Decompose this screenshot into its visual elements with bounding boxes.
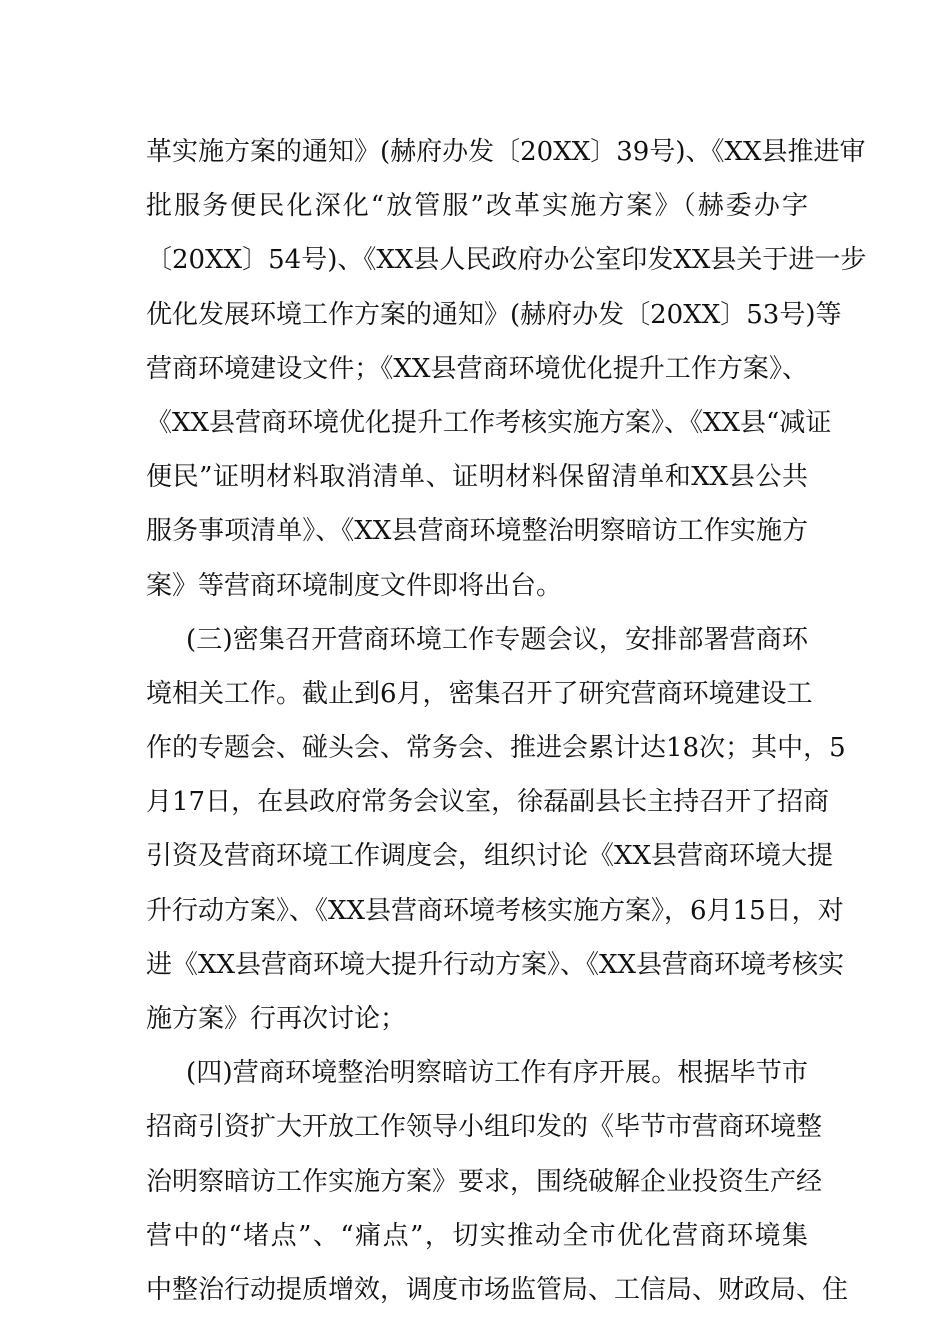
text-line: 服务事项清单》、《XX县营商环境整治明察暗访工作实施方	[146, 516, 808, 547]
text-line: 施方案》行再次讨论；	[146, 1004, 407, 1034]
text-line: 招商引资扩大开放工作领导小组印发的《毕节市营商环境整	[146, 1112, 823, 1143]
text-line: 引资及营商环境工作调度会，组织讨论《XX县营商环境大提	[146, 841, 834, 872]
text-line: 营中的“堵点”、“痛点”，切实推动全市优化营商环境集	[146, 1220, 808, 1251]
text-line: 营商环境建设文件；《XX县营商环境优化提升工作方案》、	[146, 353, 808, 384]
text-line: 优化发展环境工作方案的通知》(赫府办发〔20XX〕53号)等	[146, 299, 842, 330]
text-line: 作的专题会、碰头会、常务会、推进会累计达18次；其中，5	[146, 733, 846, 764]
text-line: 升行动方案》、《XX县营商环境考核实施方案》，6月15日，对	[146, 895, 844, 926]
text-line: (三)密集召开营商环境工作专题会议，安排部署营商环	[186, 624, 808, 655]
text-line: 批服务便民化深化“放管服”改革实施方案》（赫委办字	[146, 191, 808, 222]
text-line: (四)营商环境整治明察暗访工作有序开展。根据毕节市	[186, 1058, 808, 1089]
text-line: 案》等营商环境制度文件即将出台。	[146, 570, 563, 601]
text-line: 〔20XX〕54号)、《XX县人民政府办公室印发XX县关于进一步	[146, 245, 867, 276]
text-line: 治明察暗访工作实施方案》要求，围绕破解企业投资生产经	[146, 1166, 823, 1197]
text-line: 月17日，在县政府常务会议室，徐磊副县长主持召开了招商	[146, 787, 830, 818]
text-line: 进《XX县营商环境大提升行动方案》、《XX县营商环境考核实	[146, 949, 845, 980]
document-body	[146, 125, 867, 1317]
text-line: 境相关工作。截止到6月，密集召开了研究营商环境建设工	[146, 678, 813, 709]
text-line: 中整治行动提质增效，调度市场监管局、工信局、财政局、住	[146, 1274, 849, 1305]
text-line: 《XX县营商环境优化提升工作考核实施方案》、《XX县“减证	[146, 407, 832, 438]
text-line: 便民”证明材料取消清单、证明材料保留清单和XX县公共	[146, 462, 808, 493]
text-line: 革实施方案的通知》(赫府办发〔20XX〕39号)、《XX县推进审	[146, 137, 866, 167]
